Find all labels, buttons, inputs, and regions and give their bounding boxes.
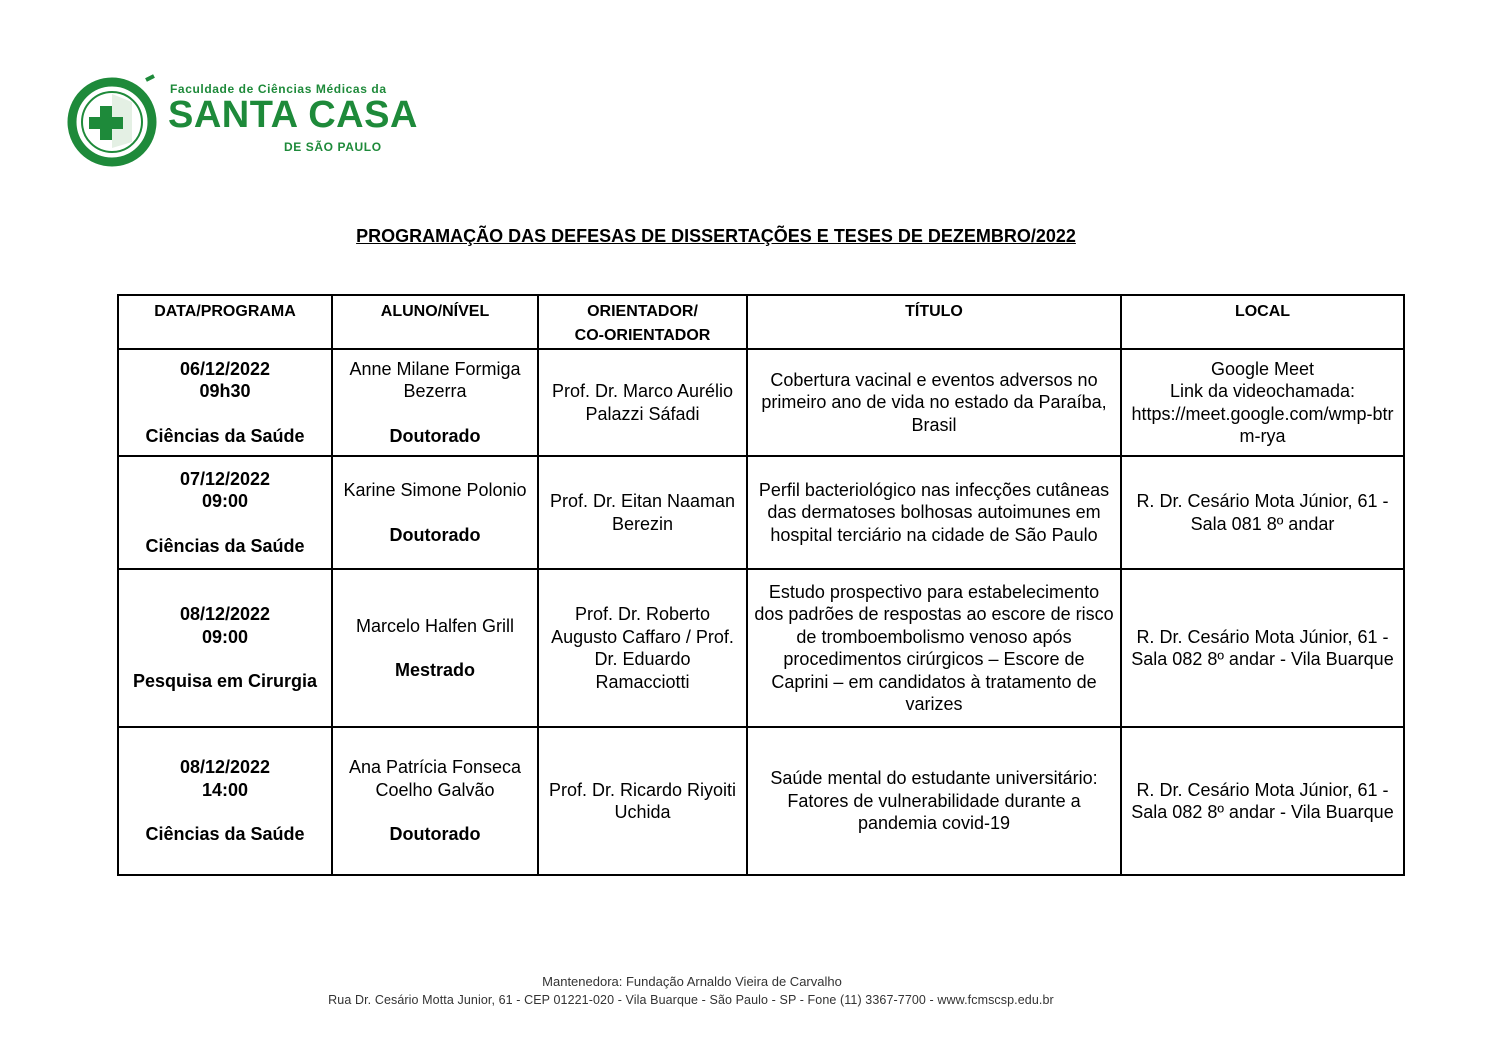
defense-time: 14:00: [201, 779, 249, 800]
cell-thesis-title: Estudo prospectivo para estabelecimento dos padrões de respostas ao escore de risco de tromboembolismo venoso após procedimentos cirúrgicos – Escore de Caprini – em candidatos à tratamento de varizes: [747, 569, 1121, 727]
table-row: [118, 727, 1404, 875]
defense-date: 06/12/2022: [179, 358, 271, 379]
cell-advisor: Prof. Dr. Marco Aurélio Palazzi Sáfadi: [538, 349, 747, 456]
cell-student-level: [332, 456, 538, 569]
logo-line-1: Faculdade de Ciências Médicas da: [170, 82, 387, 96]
local-link-label: Link da videochamada:: [1169, 381, 1356, 401]
header-data-programa: DATA/PROGRAMA: [118, 295, 332, 349]
institution-logo: [66, 72, 418, 168]
cell-date-program: [118, 349, 332, 456]
table-header-row: [118, 295, 1404, 349]
cell-local: R. Dr. Cesário Mota Júnior, 61 - Sala 081 8º andar: [1121, 456, 1404, 569]
local-platform: Google Meet: [1210, 358, 1315, 379]
cell-date-program: [118, 727, 332, 875]
defense-time: 09h30: [199, 381, 251, 402]
defense-date: 08/12/2022: [179, 757, 271, 778]
header-local: LOCAL: [1121, 295, 1404, 349]
cell-local: R. Dr. Cesário Mota Júnior, 61 - Sala 082 8º andar - Vila Buarque: [1121, 727, 1404, 875]
student-level: Doutorado: [389, 425, 481, 446]
header-orientador-line1: ORIENTADOR/: [587, 303, 698, 320]
header-titulo: TÍTULO: [747, 295, 1121, 349]
student-name: Anne Milane Formiga Bezerra: [349, 358, 521, 402]
cell-advisor: Prof. Dr. Roberto Augusto Caffaro / Prof. Dr. Eduardo Ramacciotti: [538, 569, 747, 727]
cell-student-level: [332, 727, 538, 875]
program-name: Ciências da Saúde: [145, 535, 305, 556]
footer-address: Rua Dr. Cesário Motta Junior, 61 - CEP 01221-020 - Vila Buarque - São Paulo - SP - Fone (11) 3367-7700 - www.fcmscsp.edu.br: [328, 993, 1054, 1007]
table-row: [118, 456, 1404, 569]
defense-date: 07/12/2022: [179, 468, 271, 489]
student-name: Karine Simone Polonio: [343, 480, 527, 500]
cell-advisor: Prof. Dr. Eitan Naaman Berezin: [538, 456, 747, 569]
cell-student-level: [332, 349, 538, 456]
cell-thesis-title: Cobertura vacinal e eventos adversos no primeiro ano de vida no estado da Paraíba, Brasil: [747, 349, 1121, 456]
logo-line-3: DE SÃO PAULO: [284, 140, 382, 154]
cell-advisor: Prof. Dr. Ricardo Riyoiti Uchida: [538, 727, 747, 875]
cell-date-program: [118, 456, 332, 569]
meeting-link[interactable]: https://meet.google.com/wmp-btrm-rya: [1131, 403, 1394, 446]
student-name: Ana Patrícia Fonseca Coelho Galvão: [348, 757, 522, 800]
header-aluno-nivel: ALUNO/NÍVEL: [332, 295, 538, 349]
cell-date-program: [118, 569, 332, 727]
student-level: Mestrado: [394, 660, 475, 680]
cell-local: [1121, 349, 1404, 456]
defense-date: 08/12/2022: [179, 604, 271, 625]
header-orientador: [538, 295, 747, 349]
student-name: Marcelo Halfen Grill: [355, 615, 515, 636]
document-title: PROGRAMAÇÃO DAS DEFESAS DE DISSERTAÇÕES E TESES DE DEZEMBRO/2022: [356, 226, 1076, 246]
student-level: Doutorado: [389, 524, 481, 545]
cross-emblem-icon: [66, 72, 162, 168]
defense-schedule-table: [117, 294, 1405, 876]
cell-student-level: [332, 569, 538, 727]
logo-line-2: SANTA CASA: [168, 94, 418, 136]
table-row: [118, 349, 1404, 456]
program-name: Ciências da Saúde: [145, 425, 305, 446]
program-name: Pesquisa em Cirurgia: [132, 671, 318, 692]
footer-maintainer: Mantenedora: Fundação Arnaldo Vieira de Carvalho: [542, 974, 842, 989]
defense-time: 09:00: [201, 626, 249, 647]
defense-time: 09:00: [201, 491, 249, 512]
table-row: [118, 569, 1404, 727]
cell-thesis-title: Perfil bacteriológico nas infecções cutâneas das dermatoses bolhosas autoimunes em hospital terciário na cidade de São Paulo: [747, 456, 1121, 569]
program-name: Ciências da Saúde: [145, 824, 305, 845]
cell-thesis-title: Saúde mental do estudante universitário: Fatores de vulnerabilidade durante a pandemia covid-19: [747, 727, 1121, 875]
student-level: Doutorado: [389, 824, 481, 845]
header-orientador-line2: CO-ORIENTADOR: [574, 327, 711, 344]
cell-local: R. Dr. Cesário Mota Júnior, 61 - Sala 082 8º andar - Vila Buarque: [1121, 569, 1404, 727]
